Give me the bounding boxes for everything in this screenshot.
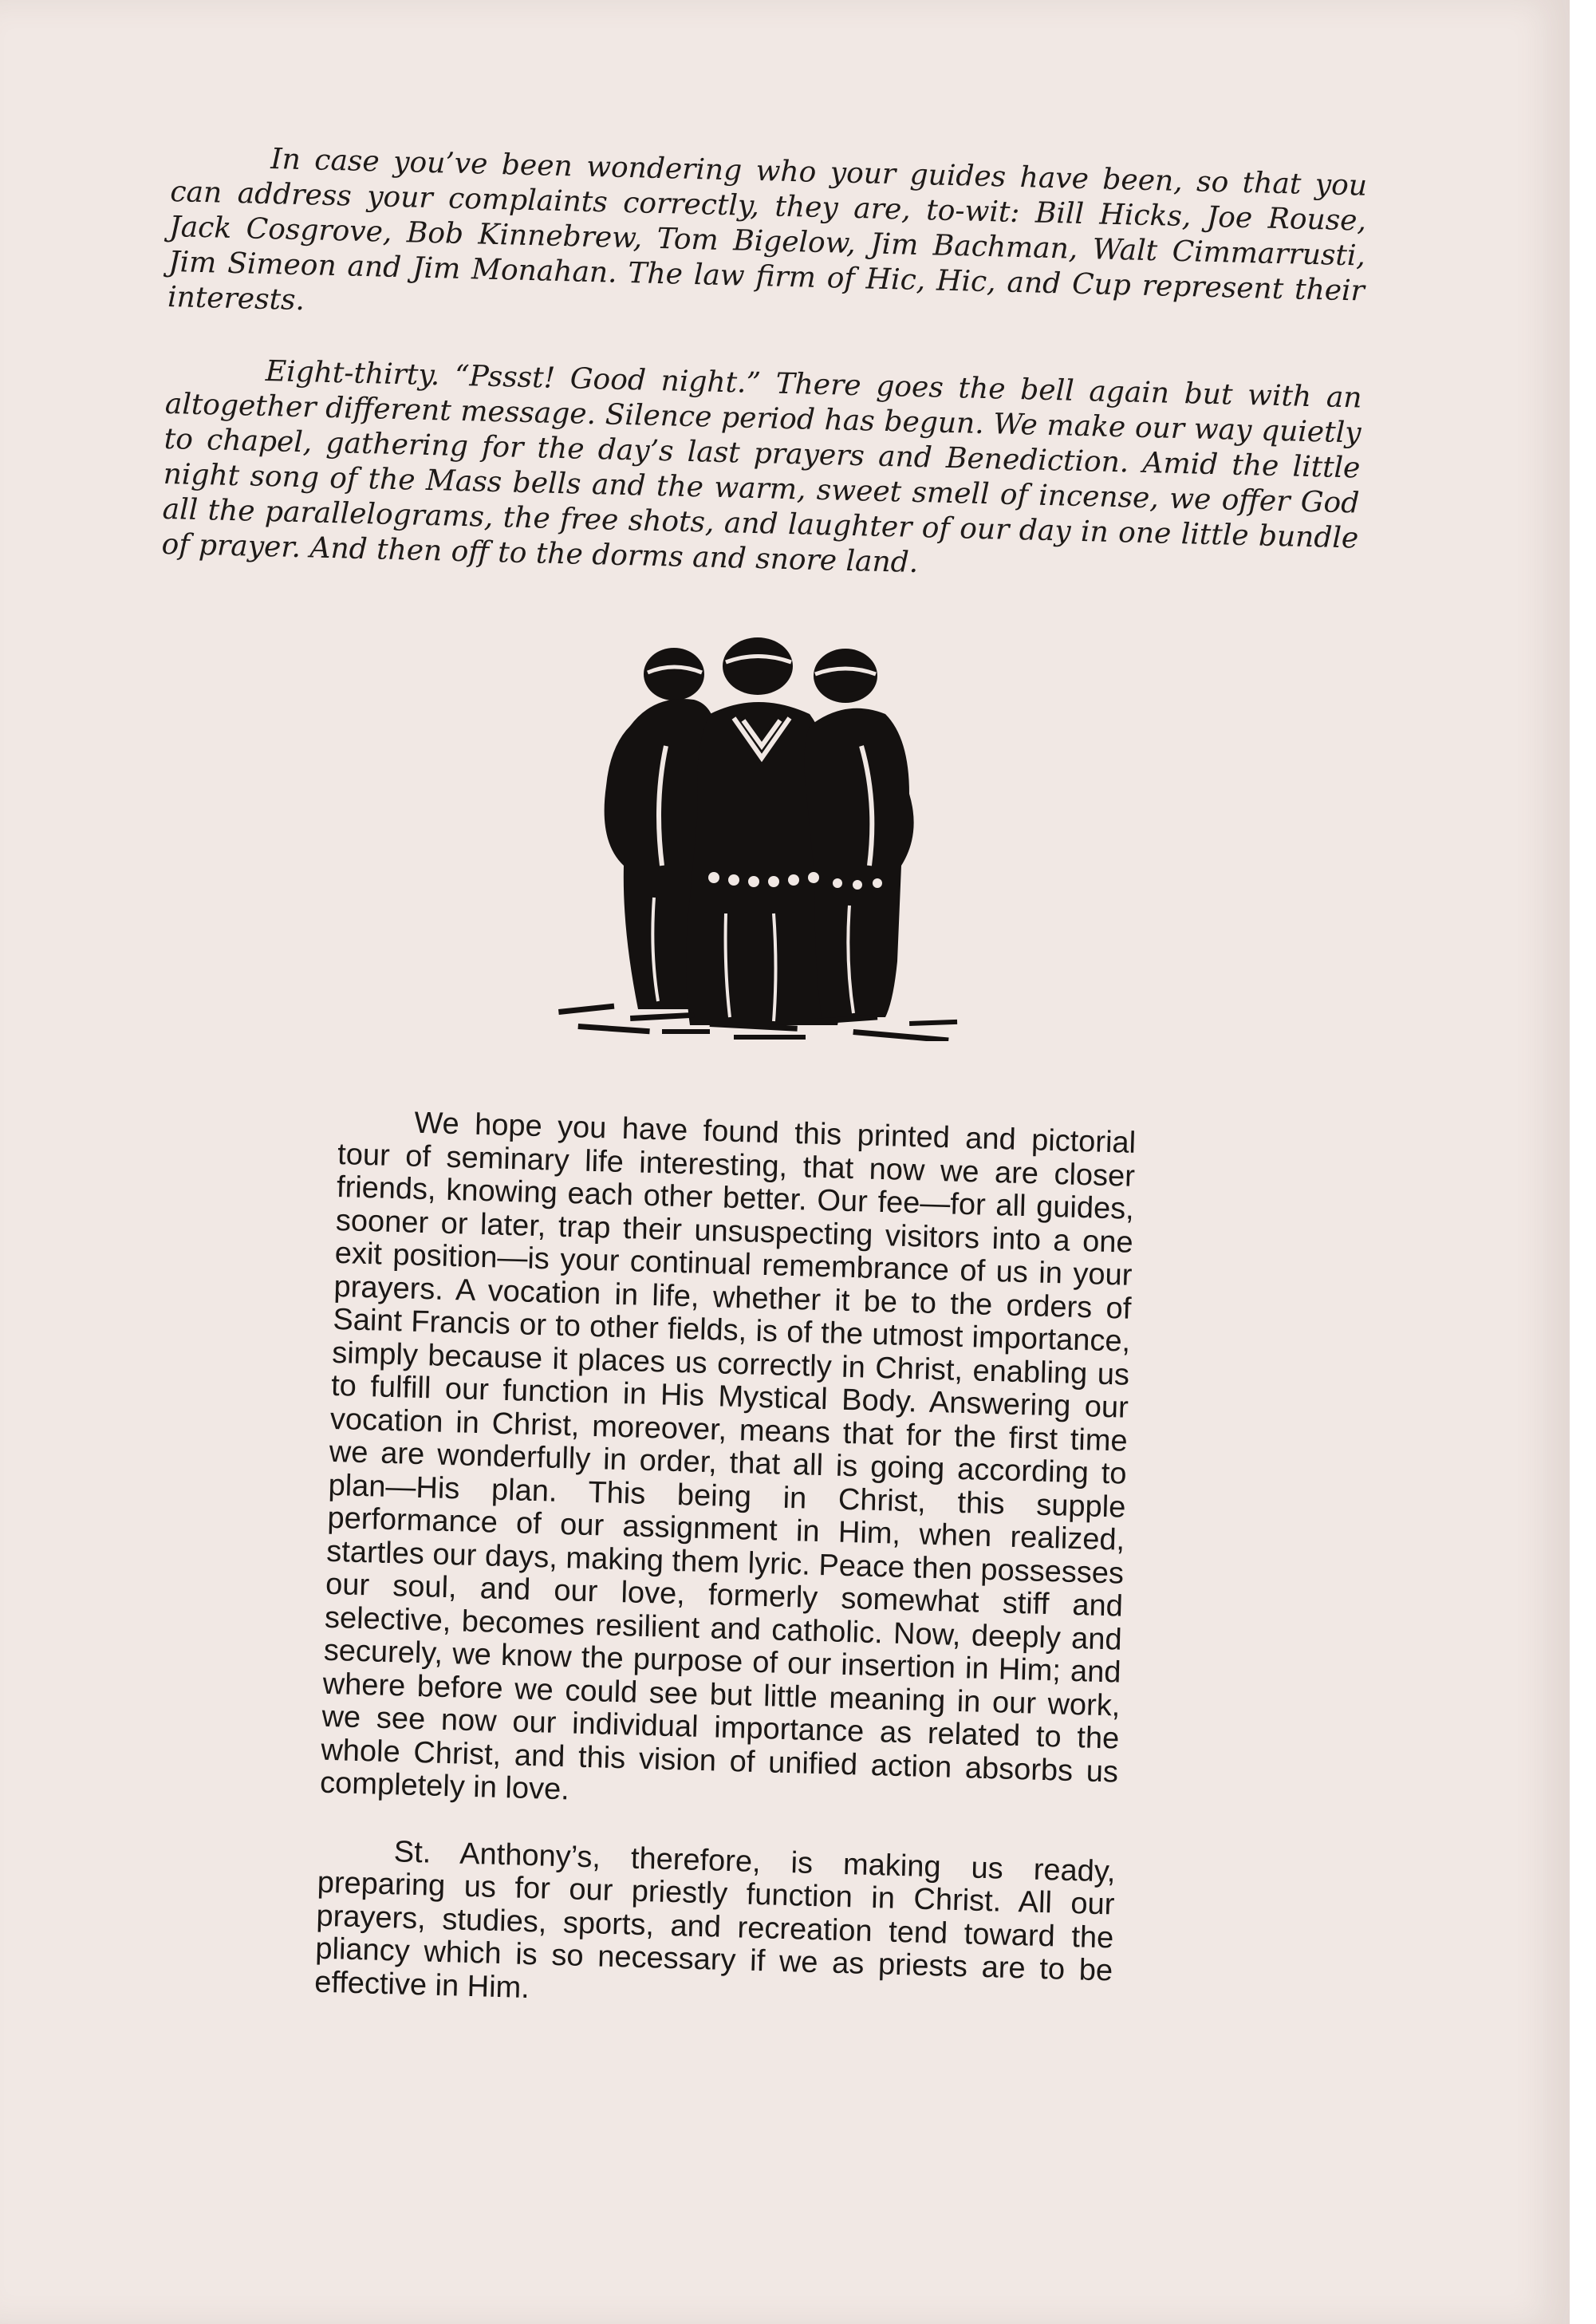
three-friars-woodcut-icon (534, 626, 981, 1041)
closing-section (313, 1105, 1137, 2054)
guides-paragraph: In case you’ve been wondering who your guides have been, so that you can address your complaints correctly, they are, to-wit: Bill Hicks, Joe Rouse, Jack Cosgrove, Bob Kinnebrew, Tom Bigelow, Jim Bachman, Walt Cimmarrusti, Jim Simeon and Jim Monahan. The law firm of Hic, Hic, and Cup represent their interests. (167, 143, 1368, 318)
st-anthonys-paragraph: St. Anthony’s, therefore, is making us ready, preparing us for our priestly function in Christ. All our prayers, studies, sports, and recreation tend toward the pliancy which is so necessary if we as priests are to be effective in Him. (313, 1834, 1117, 2005)
night-paragraph: Eight-thirty. “Pssst! Good night.” There goes the bell again but with an altogether different message. Silence period has begun. We make our way quietly to chapel, gathering for the day’s last prayers and Benediction. Amid the little night song of the Mass bells and the warm, sweet smell of incense, we offer God all the parallelograms, the free shots, and laughter of our day in one little bundle of prayer. And then off to the dorms and snore land. (161, 354, 1363, 580)
tour-paragraph: We hope you have found this printed and pictorial tour of seminary life interesting, that now we are closer friends, knowing each other better. Our fee—for all guides, sooner or later, trap their unsuspecting visitors into a one exit position—is your continual remembrance of us in your prayers. A vocation in life, whether it be to the orders of Saint Francis or to other fields, is of the utmost importance, simply because it places us correctly in Christ, enabling us to fulfill our function in His Mystical Body. Answering our vocation in Christ, moreover, means that for the first time we are wonderfully in order, that all is going according to plan—His plan. This being in Christ, this supple performance of our assignment in Him, when realized, startles our days, making them lyric. Peace then possesses our soul, and our love, formerly somewhat stiff and selective, becomes resilient and catholic. Now, deeply and securely, we know the purpose of our insertion in Him; and where before we could see but little meaning in our work, we see now our individual importance as related to the whole Christ, and this vision of unified action absorbs us completely in love. (319, 1106, 1137, 1807)
intro-section (160, 140, 1368, 628)
page-edge (1570, 0, 1596, 2324)
